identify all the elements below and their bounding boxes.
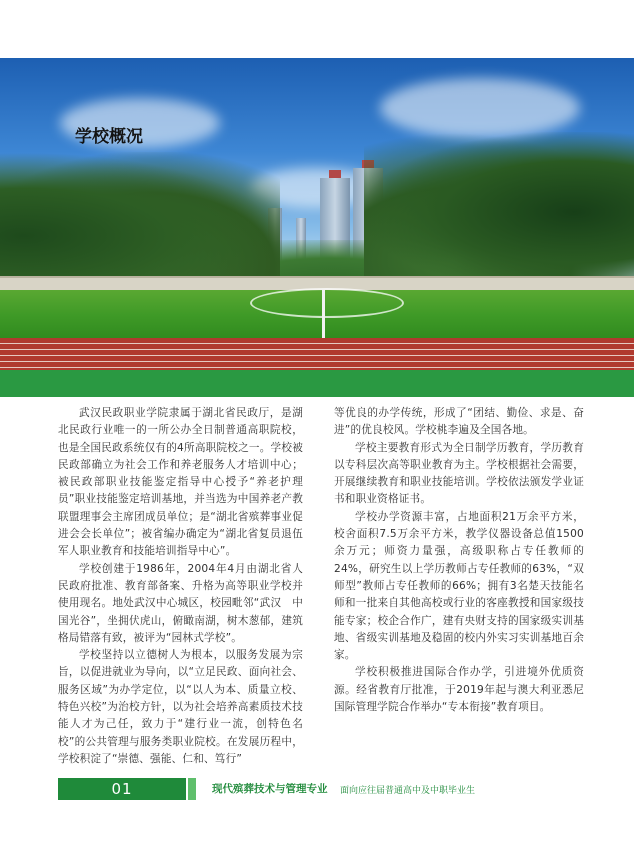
halfway-line — [322, 290, 325, 340]
paragraph: 等优良的办学传统，形成了“团结、勤俭、求是、奋进”的优良校风。学校桃李遍及全国各地。 — [334, 407, 584, 437]
paragraph: 学校主要教育形式为全日制学历教育，学历教育以专科层次高等职业教育为主。学校根据社会需要，开展继续教育和职业技能培训。学校依法颁发学业证书和职业资格证书。 — [334, 441, 584, 506]
page-number: 01 — [58, 778, 186, 800]
paragraph: 学校办学资源丰富，占地面积21万余平方米，校舍面积7.5万余平方米，教学仪器设备总值1500余万元；师资力量强，高级职称占专任教师的24%，研究生以上学历教师占专任教师的63%，“双师型”教师占专任教师的66%；拥有3名楚天技能名师和一批来自其他高校或行业的客座教授和国家级技能专家；校企合作广，建有央财支持的国家级实训基地、省级实训基地及稳固的校内外实习实训基地百余家。 — [334, 510, 584, 662]
page-number-accent — [188, 778, 196, 800]
trees-right — [364, 132, 634, 292]
campus-photo — [0, 58, 634, 370]
page-title: 学校概况 — [75, 127, 143, 147]
green-divider-bar — [0, 370, 634, 397]
paragraph: 学校积极推进国际合作办学，引进境外优质资源。经省教育厅批准，于2019年起与澳大利亚悉尼国际管理学院合作举办“专本衔接”教育项目。 — [334, 666, 584, 714]
text-column-right — [334, 405, 584, 716]
footer-audience: 面向应往届普通高中及中职毕业生 — [340, 786, 476, 796]
trees-left — [0, 152, 280, 292]
paragraph: 学校坚持以立德树人为根本，以服务发展为宗旨，以促进就业为导向，以“立足民政、面向社会、服务区域”为办学定位，以“以人为本、质量立校、特色兴校”为治校方针，以为社会培养高素质技术技能人才为己任，致力于“建行业一流，创特色名校”的公共管理与服务类职业院校。在发展历程中，学校积淀了“崇德、强能、仁和、笃行” — [58, 649, 303, 765]
paragraph: 学校创建于1986年，2004年4月由湖北省人民政府批准、教育部备案、升格为高等职业学校并使用现名。地处武汉中心城区，校园毗邻“武汉 中国光谷”，坐拥伏虎山，俯瞰南湖，树木葱郁，建筑格局错落有致，被评为“园林式学校”。 — [58, 562, 303, 644]
center-circle — [250, 288, 404, 318]
running-track — [0, 338, 634, 370]
cloud-shape — [380, 78, 580, 138]
paragraph: 武汉民政职业学院隶属于湖北省民政厅，是湖北民政行业唯一的一所公办全日制普通高职院校，也是全国民政系统仅有的4所高职院校之一。学校被民政部确立为社会工作和养老服务人才培训中心；被民政部职业技能鉴定指导中心授予“养老护理员”职业技能鉴定培训基地，并当选为中国养老产教联盟理事会主席团成员单位；是“湖北省殡葬事业促进会会长单位”；被省编办确定为“湖北省复员退伍军人职业教育和技能培训指导中心”。 — [58, 407, 303, 558]
text-column-left — [58, 405, 303, 768]
footer-program-title: 现代殡葬技术与管理专业 — [212, 783, 328, 795]
